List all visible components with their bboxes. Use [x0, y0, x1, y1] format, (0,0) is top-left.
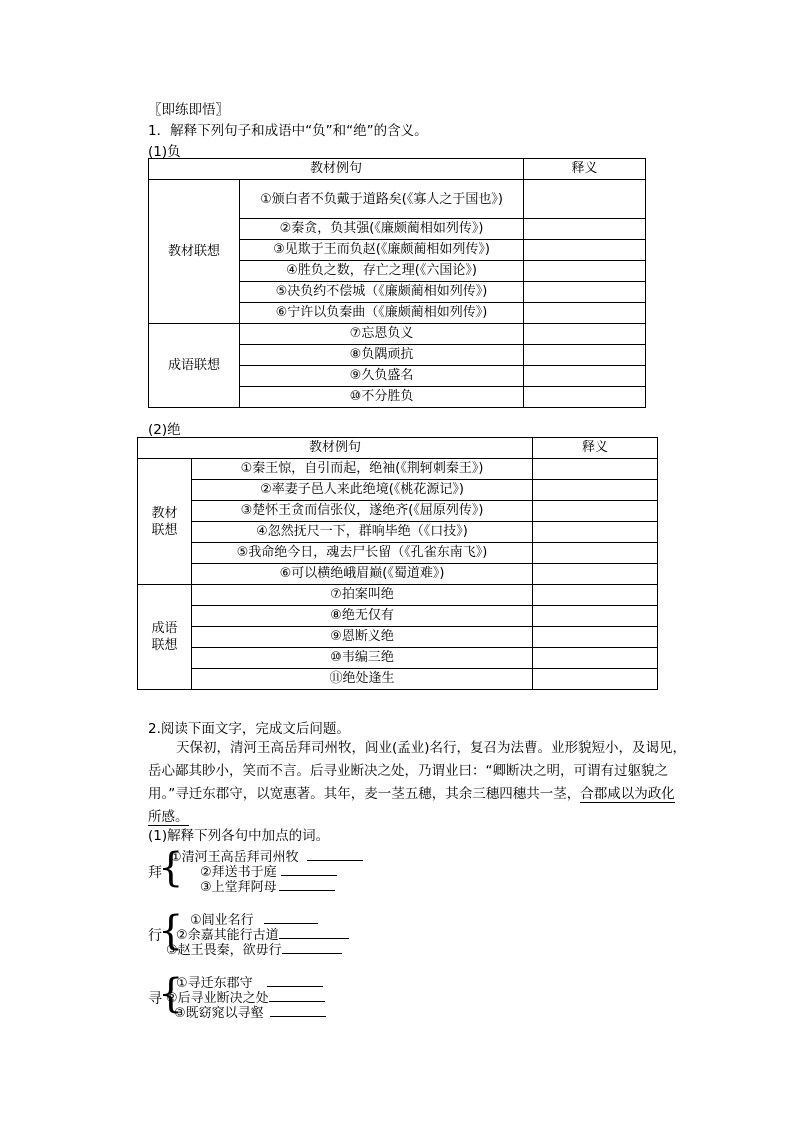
example-cell: ⑥宁许以负秦曲（《廉颇蔺相如列传》)	[240, 303, 524, 324]
example-cell: ⑦忘恩负义	[240, 324, 524, 345]
passage-text: 天保初，清河王高岳拜司州牧，闾业(孟业)名行，复召为法曹。业形貌短小，及谒见，岳心鄙其眇小，笑而不言。后寻业断决之处，乃谓业曰：“卿断决之明，可谓有过躯貌之用。”寻迁东郡守，以宽惠著。其年，麦一茎五穗，其余三穗四穗共一茎，	[148, 740, 687, 802]
table-fu	[148, 158, 646, 408]
example-cell: ④胜负之数，存亡之理(《六国论》)	[240, 261, 524, 282]
meaning-cell[interactable]	[533, 564, 658, 585]
col-header-example: 教材例句	[149, 159, 524, 180]
section-title: 〖即练即悟〗	[148, 102, 229, 118]
answer-blank[interactable]	[279, 926, 349, 939]
answer-blank[interactable]	[270, 1004, 326, 1017]
meaning-cell[interactable]	[533, 669, 658, 690]
group-textbook: 教材联想	[138, 459, 192, 585]
example-cell: ③见欺于王而负赵(《廉颇蔺相如列传》)	[240, 240, 524, 261]
brace-icon: {	[158, 845, 184, 891]
question-2-prompt: 2.阅读下面文字，完成文后问题。	[148, 721, 350, 737]
example-cell: ⑩韦编三绝	[192, 648, 533, 669]
meaning-cell[interactable]	[533, 522, 658, 543]
example-cell: ①秦王惊，自引而起，绝袖(《荆轲刺秦王》)	[192, 459, 533, 480]
brace-icon: {	[158, 908, 184, 954]
col-header-meaning: 释义	[533, 438, 658, 459]
meaning-cell[interactable]	[524, 345, 646, 366]
group-char: 寻	[148, 991, 162, 1007]
part-1-label: (1)负	[148, 144, 181, 160]
blank-item: ③上堂拜阿母	[200, 876, 335, 895]
table-row	[138, 627, 658, 648]
blank-item: ①闾业名行	[190, 909, 318, 928]
table-row	[138, 669, 658, 690]
part-2-label: (2)绝	[148, 422, 181, 438]
table-row	[138, 543, 658, 564]
meaning-cell[interactable]	[533, 543, 658, 564]
meaning-cell[interactable]	[524, 180, 646, 219]
meaning-cell[interactable]	[524, 387, 646, 408]
blank-item: ②拜送书于庭	[200, 861, 337, 880]
table-row	[149, 180, 646, 219]
table-row	[138, 564, 658, 585]
answer-blank[interactable]	[279, 878, 335, 891]
example-cell: ①颁白者不负戴于道路矣(《寡人之于国也》)	[240, 180, 524, 219]
meaning-cell[interactable]	[533, 501, 658, 522]
meaning-cell[interactable]	[524, 324, 646, 345]
example-cell: ⑧绝无仅有	[192, 606, 533, 627]
table-row	[138, 585, 658, 606]
passage-underlined: 合郡咸以为政化所感。	[148, 786, 675, 825]
table-row	[138, 606, 658, 627]
meaning-cell[interactable]	[533, 585, 658, 606]
blank-item: ①寻迁东郡守	[176, 972, 323, 991]
example-cell: ⑥可以横绝峨眉巅(《蜀道难》)	[192, 564, 533, 585]
meaning-cell[interactable]	[524, 366, 646, 387]
meaning-cell[interactable]	[533, 459, 658, 480]
table-row	[138, 459, 658, 480]
example-cell: ②率妻子邑人来此绝境(《桃花源记》)	[192, 480, 533, 501]
meaning-cell[interactable]	[524, 303, 646, 324]
blank-item: ②后寻业断决之处	[166, 987, 325, 1006]
meaning-cell[interactable]	[524, 240, 646, 261]
blank-item: ③赵王畏秦，欲毋行	[166, 939, 342, 958]
meaning-cell[interactable]	[524, 282, 646, 303]
example-cell: ⑪绝处逢生	[192, 669, 533, 690]
answer-blank[interactable]	[267, 974, 323, 987]
example-cell: ④忽然抚尺一下，群响毕绝（《口技》)	[192, 522, 533, 543]
meaning-cell[interactable]	[524, 219, 646, 240]
answer-blank[interactable]	[269, 989, 325, 1002]
brace-icon: {	[158, 971, 184, 1017]
group-char: 行	[148, 928, 162, 944]
col-header-meaning: 释义	[524, 159, 646, 180]
example-cell: ⑩不分胜负	[240, 387, 524, 408]
table-jue	[137, 437, 658, 690]
group-textbook: 教材联想	[149, 180, 240, 324]
blank-item: ②余嘉其能行古道	[176, 924, 349, 943]
col-header-example: 教材例句	[138, 438, 533, 459]
group-idiom: 成语联想	[149, 324, 240, 408]
meaning-cell[interactable]	[533, 648, 658, 669]
answer-blank[interactable]	[281, 863, 337, 876]
example-cell: ③楚怀王贪而信张仪，遂绝齐(《屈原列传》)	[192, 501, 533, 522]
table-row	[138, 648, 658, 669]
example-cell: ⑦拍案叫绝	[192, 585, 533, 606]
example-cell: ⑨恩断义绝	[192, 627, 533, 648]
answer-blank[interactable]	[307, 848, 363, 861]
table-header-row	[149, 159, 646, 180]
meaning-cell[interactable]	[533, 627, 658, 648]
meaning-cell[interactable]	[533, 606, 658, 627]
passage	[148, 737, 688, 829]
meaning-cell[interactable]	[533, 480, 658, 501]
example-cell: ⑧负隅顽抗	[240, 345, 524, 366]
group-idiom: 成语联想	[138, 585, 192, 690]
table-row	[138, 480, 658, 501]
blank-item: ①清河王高岳拜司州牧	[170, 846, 363, 865]
example-cell: ⑤决负约不偿城（《廉颇蔺相如列传》)	[240, 282, 524, 303]
example-cell: ⑨久负盛名	[240, 366, 524, 387]
answer-blank[interactable]	[282, 941, 342, 954]
sub-question-1: (1)解释下列各句中加点的词。	[148, 828, 330, 844]
table-header-row	[138, 438, 658, 459]
example-cell: ⑤我命绝今日，魂去尸长留（《孔雀东南飞》)	[192, 543, 533, 564]
example-cell: ②秦贪，负其强(《廉颇蔺相如列传》)	[240, 219, 524, 240]
meaning-cell[interactable]	[524, 261, 646, 282]
group-char: 拜	[148, 865, 162, 881]
table-row	[138, 522, 658, 543]
answer-blank[interactable]	[264, 911, 318, 924]
question-1-prompt: 1．解释下列句子和成语中“负”和“绝”的含义。	[148, 123, 428, 139]
table-row	[149, 324, 646, 345]
blank-item: ③既窈窕以寻壑	[174, 1002, 326, 1021]
table-row	[138, 501, 658, 522]
